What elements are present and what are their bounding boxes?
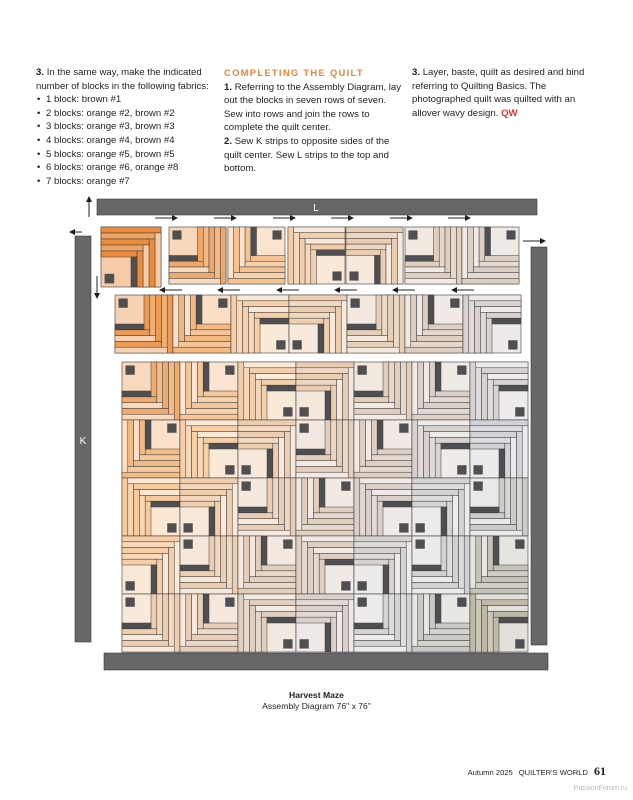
- strip-label-k: K: [79, 436, 87, 447]
- qw-logo-mark: QW: [501, 107, 518, 119]
- step-number: 1.: [224, 81, 233, 93]
- l-strip-bottom: [104, 653, 548, 670]
- quilt-block: [296, 536, 354, 594]
- list-item: • 1 block: brown #1: [36, 93, 216, 107]
- quilt-block: [354, 420, 412, 478]
- quilt-block: [412, 420, 470, 478]
- quilt-block: [296, 594, 354, 652]
- quilt-block: [470, 420, 528, 478]
- quilt-block: [354, 478, 412, 536]
- quilt-block: [354, 536, 412, 594]
- quilt-block: [296, 362, 354, 420]
- quilt-block: [122, 536, 180, 594]
- quilt-block: [231, 295, 289, 353]
- quilt-block: [173, 295, 231, 353]
- quilt-block: [169, 227, 226, 284]
- quilt-block: [405, 295, 463, 353]
- quilt-block: [115, 295, 173, 353]
- page-number: 61: [594, 764, 606, 778]
- quilt-block: [412, 594, 470, 652]
- footer-issue: Autumn 2025: [467, 768, 513, 777]
- step-number: 2.: [224, 135, 233, 147]
- quilt-block: [412, 362, 470, 420]
- step-text: In the same way, make the indicated number of blocks in the following fabrics:: [36, 67, 209, 92]
- quilt-block: [470, 478, 528, 536]
- quilt-block: [470, 594, 528, 652]
- step-text: Referring to the Assembly Diagram, lay out the blocks in seven rows of seven. Sew into rows and join the rows to complete the quilt center.: [224, 81, 402, 134]
- list-item: • 3 blocks: orange #3, brown #3: [36, 120, 216, 134]
- quilt-block: [180, 478, 238, 536]
- quilt-block: [180, 536, 238, 594]
- quilt-block: [288, 227, 345, 284]
- step-text: Sew K strips to opposite sides of the quilt center. Sew L strips to the top and bottom.: [224, 135, 390, 175]
- footer-magazine: QUILTER'S WORLD: [518, 768, 588, 777]
- page-footer: [468, 764, 606, 779]
- quilt-block: [180, 362, 238, 420]
- quilt-block: [347, 295, 405, 353]
- step-number: 3.: [36, 67, 45, 78]
- list-item: • 4 blocks: orange #4, brown #4: [36, 134, 216, 148]
- caption-title: Harvest Maze: [289, 690, 344, 700]
- quilt-block: [228, 227, 285, 284]
- quilt-block: [354, 362, 412, 420]
- quilt-block: [101, 227, 161, 287]
- quilt-block: [470, 362, 528, 420]
- quilt-block: [463, 295, 521, 353]
- watermark: PassionForum.ru: [573, 785, 627, 792]
- quilt-block: [180, 594, 238, 652]
- quilt-block: [296, 420, 354, 478]
- quilt-block: [122, 594, 180, 652]
- quilt-block: [238, 536, 296, 594]
- list-item: • 2 blocks: orange #2, brown #2: [36, 107, 216, 121]
- list-item: • 5 blocks: orange #5, brown #5: [36, 148, 216, 162]
- quilt-block: [238, 478, 296, 536]
- quilt-block: [296, 478, 354, 536]
- quilt-block: [354, 594, 412, 652]
- section-heading: COMPLETING THE QUILT: [224, 67, 364, 78]
- quilt-block: [470, 536, 528, 594]
- k-strip-right: [531, 247, 547, 645]
- step-text: Layer, baste, quilt as desired and bind referring to Quilting Basics. The photographed quilt was quilted with an allover wavy design.: [412, 67, 585, 119]
- quilt-block: [405, 227, 462, 284]
- list-item: • 7 blocks: orange #7: [36, 175, 216, 189]
- quilt-block: [122, 478, 180, 536]
- quilt-block: [346, 227, 403, 284]
- caption-subtitle: Assembly Diagram 76" x 76": [262, 701, 371, 711]
- quilt-block: [122, 362, 180, 420]
- list-item: • 6 blocks: orange #6, orange #8: [36, 161, 216, 175]
- strip-label-l: L: [313, 203, 319, 214]
- quilt-block: [238, 362, 296, 420]
- quilt-block: [462, 227, 519, 284]
- diagram-caption: [0, 690, 633, 712]
- quilt-block: [238, 420, 296, 478]
- quilt-block: [238, 594, 296, 652]
- quilt-block: [122, 420, 180, 478]
- quilt-block: [289, 295, 347, 353]
- quilt-block: [412, 478, 470, 536]
- quilt-block: [180, 420, 238, 478]
- step-number: 3.: [412, 67, 421, 78]
- quilt-block: [412, 536, 470, 594]
